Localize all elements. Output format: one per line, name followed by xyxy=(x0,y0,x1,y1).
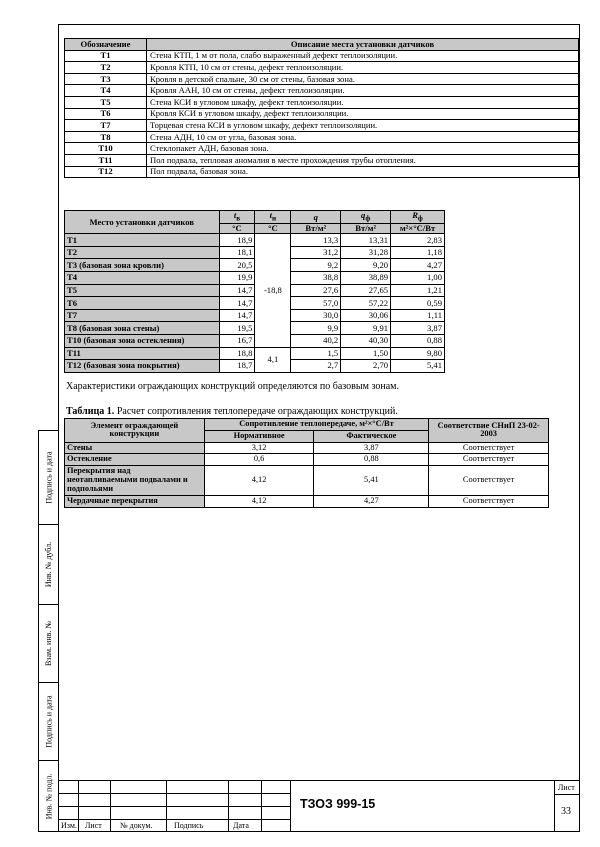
table-row xyxy=(65,246,445,259)
sensor-code: T8 xyxy=(65,131,147,143)
sensor-description: Стена АДН, 10 см от угла, базовая зона. xyxy=(147,131,579,143)
cell-qf: 38,89 xyxy=(341,272,391,285)
table-row xyxy=(65,309,445,322)
table-row xyxy=(65,234,445,247)
table-caption: Таблица 1. Расчет сопротивления теплопередаче ограждающих конструкций. xyxy=(66,406,398,417)
table-row xyxy=(65,85,579,97)
sheet-label: Лист xyxy=(558,783,575,792)
row-label: T4 xyxy=(65,272,220,285)
sensor-code: T4 xyxy=(65,85,147,97)
cell-comply: Соответствует xyxy=(429,466,549,495)
cell-r: 1,21 xyxy=(391,284,445,297)
sensor-code: T5 xyxy=(65,96,147,108)
cell-qf: 40,30 xyxy=(341,335,391,348)
cell-r: 5,41 xyxy=(391,360,445,373)
sensor-code: T1 xyxy=(65,50,147,62)
cell-comply: Соответствует xyxy=(429,495,549,507)
cell-r: 1,11 xyxy=(391,309,445,322)
sensors-table xyxy=(64,38,579,178)
sensor-code: T3 xyxy=(65,73,147,85)
cell-q: 27,6 xyxy=(291,284,341,297)
sensor-description: Кровля КСИ в угловом шкафу, дефект теплоизоляции. xyxy=(147,108,579,120)
row-label: T5 xyxy=(65,284,220,297)
table-row xyxy=(65,495,549,507)
cell-tv: 18,1 xyxy=(219,246,255,259)
sensor-description: Стена КСИ в угловом шкафу, дефект теплоизоляции. xyxy=(147,96,579,108)
cell-qf: 57,22 xyxy=(341,297,391,310)
cell-q: 9,9 xyxy=(291,322,341,335)
table-row xyxy=(65,272,445,285)
unit-cell: °C xyxy=(219,224,255,234)
sensor-description: Кровля в детской спальне, 30 см от стены, базовая зона. xyxy=(147,73,579,85)
table-row xyxy=(65,50,579,62)
stamp-col: Дата xyxy=(233,821,249,830)
cell-norm: 0,6 xyxy=(204,454,314,466)
cell-q: 1,5 xyxy=(291,347,341,360)
table-row xyxy=(65,131,579,143)
cell-q: 38,8 xyxy=(291,272,341,285)
table-row xyxy=(65,322,445,335)
sensor-description: Кровля КТП, 10 см от стены, дефект теплоизоляции. xyxy=(147,62,579,74)
cell-tv: 18,9 xyxy=(219,234,255,247)
sensor-description: Стеклопакет АДН, базовая зона. xyxy=(147,143,579,155)
header-cell: Сопротивление теплопередаче, м²×°С/Вт xyxy=(204,419,429,431)
cell-r: 1,18 xyxy=(391,246,445,259)
cell-qf: 1,50 xyxy=(341,347,391,360)
side-cell: Инв. № подл. xyxy=(44,773,54,820)
cell-q: 40,2 xyxy=(291,335,341,348)
cell-qf: 30,06 xyxy=(341,309,391,322)
cell-norm: 3,12 xyxy=(204,442,314,454)
document-code: ТЗОЗ 999-15 xyxy=(300,797,376,811)
resist-table xyxy=(64,418,549,508)
table-header xyxy=(65,211,445,224)
cell-fact: 0,88 xyxy=(314,454,429,466)
paragraph: Характеристики ограждающих конструкций определяются по базовым зонам. xyxy=(66,381,399,392)
cell-tv: 20,5 xyxy=(219,259,255,272)
row-label: T6 xyxy=(65,297,220,310)
stamp-col: Подпись xyxy=(174,821,204,830)
row-label: T11 xyxy=(65,347,220,360)
sensor-code: T2 xyxy=(65,62,147,74)
side-cell: Подпись и дата xyxy=(39,683,59,761)
row-label: T2 xyxy=(65,246,220,259)
cell-fact: 3,87 xyxy=(314,442,429,454)
sensor-code: T10 xyxy=(65,143,147,155)
stamp-col: Лист xyxy=(85,821,102,830)
sensor-description: Торцевая стена КСИ в угловом шкафу, дефект теплоизоляции. xyxy=(147,120,579,132)
table-row xyxy=(65,154,579,166)
sensor-code: T6 xyxy=(65,108,147,120)
table-header xyxy=(65,39,579,51)
header-cell: Обозначение xyxy=(65,39,147,51)
cell-r: 3,87 xyxy=(391,322,445,335)
header-cell: Описание места установки датчиков xyxy=(147,39,579,51)
table-row xyxy=(65,73,579,85)
table-row xyxy=(65,96,579,108)
side-cell: Подпись и дата xyxy=(39,431,59,525)
unit-cell: м²×°C/Вт xyxy=(391,224,445,234)
cell-q: 57,0 xyxy=(291,297,341,310)
cell-tv: 19,9 xyxy=(219,272,255,285)
table-row xyxy=(65,466,549,495)
unit-cell: °C xyxy=(255,224,291,234)
table-row xyxy=(65,360,445,373)
header-cell: Элемент ограждающей конструкции xyxy=(65,419,205,443)
row-label: T12 (базовая зона покрытия) xyxy=(65,360,220,373)
table-row xyxy=(65,166,579,178)
cell-tv: 16,7 xyxy=(219,335,255,348)
cell-qf: 2,70 xyxy=(341,360,391,373)
sensor-description: Стена КТП, 1 м от пола, слабо выраженный дефект теплоизоляции. xyxy=(147,50,579,62)
sheet-number: 33 xyxy=(561,806,571,817)
cell-tn: -18,8 xyxy=(255,234,291,347)
header-cell: Соответствие СНиП 23-02-2003 xyxy=(429,419,549,443)
cell-q: 30,0 xyxy=(291,309,341,322)
cell-fact: 4,27 xyxy=(314,495,429,507)
cell-tv: 18,7 xyxy=(219,360,255,373)
row-label: Остекление xyxy=(65,454,205,466)
table-row xyxy=(65,62,579,74)
side-stamp xyxy=(38,430,58,832)
side-cell: Взам. инв. № xyxy=(39,605,59,683)
sensor-description: Пол подвала, тепловая аномалия в месте прохождения трубы отопления. xyxy=(147,154,579,166)
table-row xyxy=(65,108,579,120)
row-label: T1 xyxy=(65,234,220,247)
table-row xyxy=(65,297,445,310)
header-cell: $t_в$ xyxy=(219,211,255,224)
row-label: Стены xyxy=(65,442,205,454)
cell-norm: 4,12 xyxy=(204,466,314,495)
cell-r: 1,00 xyxy=(391,272,445,285)
row-label: T7 xyxy=(65,309,220,322)
sensor-code: T7 xyxy=(65,120,147,132)
cell-tv: 19,5 xyxy=(219,322,255,335)
cell-r: 4,27 xyxy=(391,259,445,272)
header-cell: Место установки датчиков xyxy=(65,211,220,234)
cell-q: 13,3 xyxy=(291,234,341,247)
table-row xyxy=(65,284,445,297)
unit-cell: Вт/м² xyxy=(291,224,341,234)
table-row xyxy=(65,120,579,132)
cell-r: 9,80 xyxy=(391,347,445,360)
header-cell: Нормативное xyxy=(204,430,314,442)
header-cell: $q_ф$ xyxy=(341,211,391,224)
cell-r: 0,59 xyxy=(391,297,445,310)
row-label: T3 (базовая зона кровли) xyxy=(65,259,220,272)
table-row xyxy=(65,335,445,348)
table-header xyxy=(65,419,549,431)
cell-tv: 18,8 xyxy=(219,347,255,360)
cell-comply: Соответствует xyxy=(429,442,549,454)
cell-r: 2,83 xyxy=(391,234,445,247)
header-cell: q xyxy=(291,211,341,224)
header-cell: $R_ф$ xyxy=(391,211,445,224)
header-cell: Фактическое xyxy=(314,430,429,442)
sensor-description: Пол подвала, базовая зона. xyxy=(147,166,579,178)
cell-qf: 27,65 xyxy=(341,284,391,297)
row-label: T10 (базовая зона остекления) xyxy=(65,335,220,348)
cell-tn: 4,1 xyxy=(255,347,291,372)
table-row xyxy=(65,259,445,272)
cell-comply: Соответствует xyxy=(429,454,549,466)
table-row xyxy=(65,454,549,466)
cell-r: 0,88 xyxy=(391,335,445,348)
cell-qf: 13,31 xyxy=(341,234,391,247)
sensor-description: Кровля ААН, 10 см от стены, дефект теплоизоляции. xyxy=(147,85,579,97)
cell-q: 2,7 xyxy=(291,360,341,373)
cell-q: 31,2 xyxy=(291,246,341,259)
cell-tv: 14,7 xyxy=(219,284,255,297)
cell-q: 9,2 xyxy=(291,259,341,272)
row-label: Чердачные перекрытия xyxy=(65,495,205,507)
cell-tv: 14,7 xyxy=(219,309,255,322)
table-row xyxy=(65,347,445,360)
table-row xyxy=(65,143,579,155)
unit-cell: Вт/м² xyxy=(341,224,391,234)
row-label: T8 (базовая зона стены) xyxy=(65,322,220,335)
cell-fact: 5,41 xyxy=(314,466,429,495)
cell-qf: 9,20 xyxy=(341,259,391,272)
sensor-code: T12 xyxy=(65,166,147,178)
cell-norm: 4,12 xyxy=(204,495,314,507)
cell-tv: 14,7 xyxy=(219,297,255,310)
cell-qf: 31,28 xyxy=(341,246,391,259)
cell-qf: 9,91 xyxy=(341,322,391,335)
header-cell: $t_н$ xyxy=(255,211,291,224)
stamp-col: № докум. xyxy=(120,821,153,830)
measure-table xyxy=(64,210,445,373)
row-label: Перекрытия над неотапливаемыми подвалами и подпольями xyxy=(65,466,205,495)
stamp-col: Изм. xyxy=(61,821,77,830)
table-row xyxy=(65,442,549,454)
sensor-code: T11 xyxy=(65,154,147,166)
side-cell: Инв. № дубл. xyxy=(39,525,59,605)
